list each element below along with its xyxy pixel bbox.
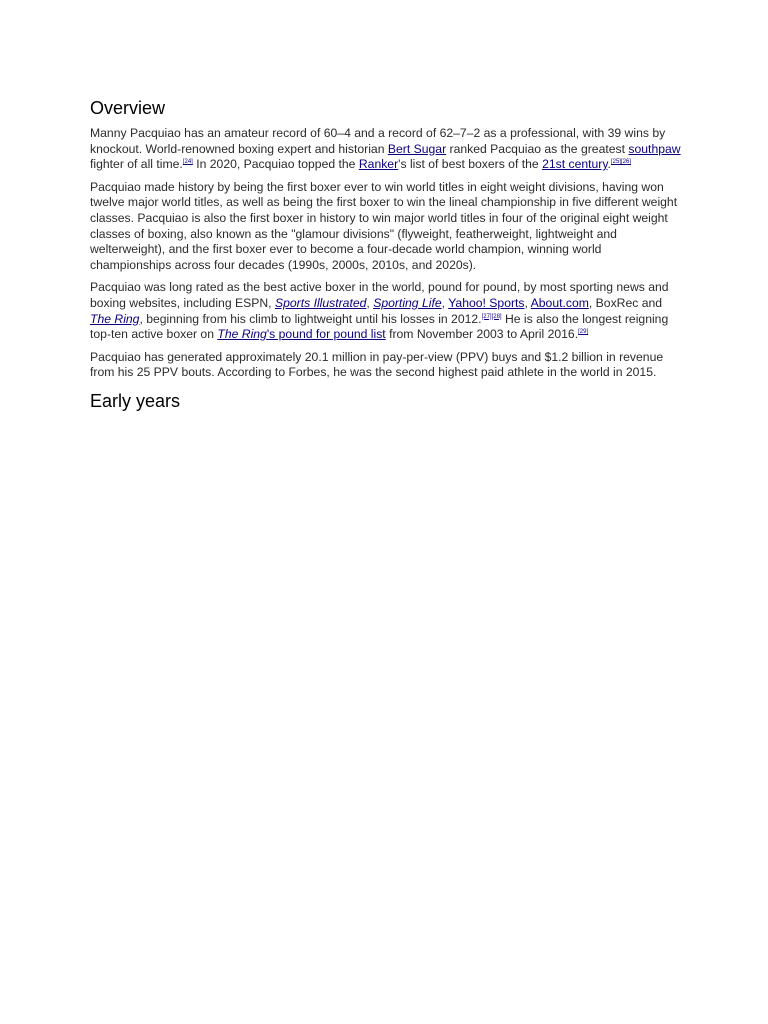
link-sporting-life[interactable]	[373, 296, 441, 310]
reference-superscript	[183, 159, 193, 165]
text-span: ,	[524, 295, 531, 310]
link-sports-illustrated[interactable]	[275, 296, 366, 310]
link-text: Sports Illustrated	[274, 295, 367, 310]
text-span: Pacquiao was long rated as the best active boxer in the world, pound for pound, by most sporting news and boxing websites, including ESPN,	[90, 280, 669, 310]
overview-paragraph-1	[90, 126, 682, 173]
text-span: ranked Pacquiao as the greatest	[446, 141, 629, 156]
text-span: Manny Pacquiao has an amateur record of 60–4 and a record of 62–7–2 as a professional, with 39 wins by knockout. World-renowned boxing expert and historian	[90, 126, 666, 156]
link-rings-pound-for-pound-list[interactable]	[217, 327, 385, 341]
article-content	[90, 95, 682, 419]
text-span: from November 2003 to April 2016.	[385, 327, 579, 342]
link-text: The Ring	[217, 327, 267, 342]
link-text: 's pound for pound list	[266, 327, 386, 342]
reference-link-25-26[interactable]: [25][26]	[610, 159, 631, 166]
text-span: 's list of best boxers of the	[398, 157, 543, 172]
link-text: The Ring	[90, 311, 140, 326]
text-span: He is also the longest reigning top-ten active boxer on	[90, 311, 669, 342]
reference-superscript	[482, 314, 502, 320]
reference-link-29[interactable]: [29]	[578, 329, 589, 336]
reference-superscript	[578, 329, 588, 335]
text-span: fighter of all time.	[90, 157, 183, 172]
overview-paragraph-3	[90, 280, 682, 342]
link-yahoo-sports[interactable]: Yahoo! Sports	[448, 295, 525, 310]
link-about-com[interactable]: About.com	[530, 295, 589, 310]
link-bert-sugar[interactable]: Bert Sugar	[387, 141, 447, 156]
link-southpaw[interactable]: southpaw	[628, 141, 681, 156]
overview-heading: Overview	[90, 98, 166, 118]
link-the-ring[interactable]	[90, 312, 139, 326]
text-span: .	[607, 157, 611, 172]
reference-link-27-28[interactable]: [27][28]	[481, 313, 502, 320]
text-span: ,	[366, 295, 374, 310]
text-span: , beginning from his climb to lightweight until his losses in 2012.	[139, 311, 482, 326]
early-years-heading: Early years	[90, 390, 181, 411]
link-text: Sporting Life	[373, 295, 442, 310]
reference-superscript	[611, 159, 631, 165]
text-span: ,	[441, 295, 449, 310]
reference-link-24[interactable]: [24]	[182, 159, 193, 166]
link-ranker[interactable]: Ranker	[358, 157, 399, 172]
overview-paragraph-4: Pacquiao has generated approximately 20.1 million in pay-per-view (PPV) buys and $1.2 billion in revenue from his 25 PPV bouts. According to Forbes, he was the second highest paid athlete in the world in 2015.	[90, 349, 664, 380]
text-span: In 2020, Pacquiao topped the	[192, 157, 359, 172]
text-span: , BoxRec and	[588, 295, 663, 310]
link-21st-century[interactable]: 21st century	[542, 157, 608, 172]
overview-paragraph-2: Pacquiao made history by being the first boxer ever to win world titles in eight weight divisions, having won twelve major world titles, as well as being the first boxer to win the lineal championship in five different weight classes. Pacquiao is also the first boxer in history to win major world titles in four of the original eight weight classes of boxing, also known as the "glamour divisions" (flyweight, featherweight, lightweight and welterweight), and the first boxer ever to become a four-decade world champion, winning world championships across four decades (1990s, 2000s, 2010s, and 2020s).	[90, 179, 678, 272]
